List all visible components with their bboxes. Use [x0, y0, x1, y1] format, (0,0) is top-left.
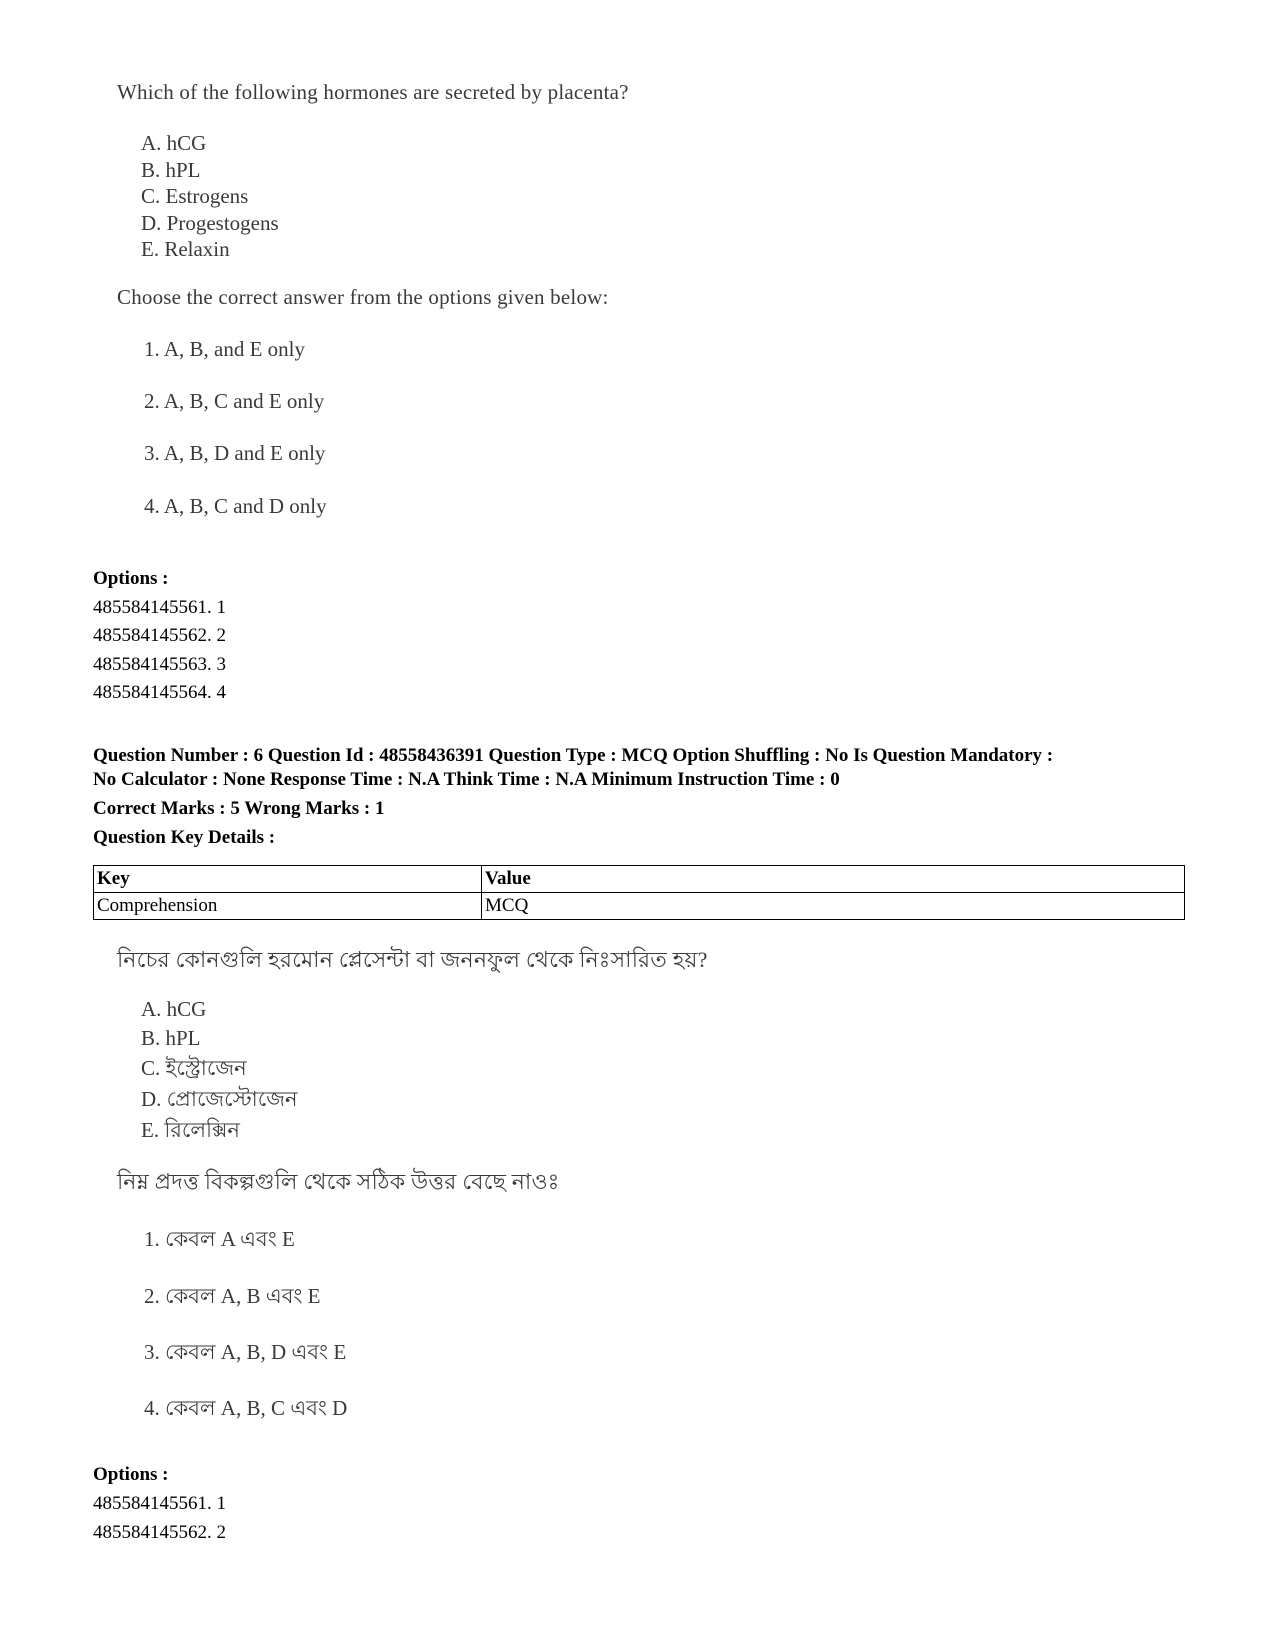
answer-choice: 4. A, B, C and D only — [144, 494, 327, 518]
table-header-row — [94, 866, 1185, 893]
question-6-image — [117, 943, 917, 1420]
statement-item: A. hCG — [141, 131, 207, 155]
table-cell-value: MCQ — [482, 893, 1185, 920]
table-row — [94, 893, 1185, 920]
key-details-heading: Question Key Details : — [93, 827, 276, 848]
question-stem: নিচের কোনগুলি হরমোন প্লেসেন্টা বা জননফুল থেকে নিঃসারিত হয়? — [117, 947, 708, 972]
table-header-value: Value — [482, 866, 1185, 893]
answer-choice: 1. A, B, and E only — [144, 337, 305, 361]
statement-list — [141, 130, 279, 263]
question-header-line-1: Question Number : 6 Question Id : 48558436391 Question Type : MCQ Option Shuffling : No Is Question Mandatory : — [93, 745, 1054, 766]
answer-choice: 2. কেবল A, B এবং E — [144, 1284, 321, 1308]
statement-item: C. ইস্ট্রোজেন — [141, 1056, 247, 1080]
question-5-image — [117, 80, 917, 540]
option-item: 485584145562. 2 — [93, 625, 226, 646]
option-item: 485584145561. 1 — [93, 1493, 226, 1514]
statement-item: E. Relaxin — [141, 237, 230, 261]
key-details-table — [93, 865, 1185, 920]
option-item: 485584145561. 1 — [93, 597, 226, 618]
question-header-line-2: No Calculator : None Response Time : N.A Think Time : N.A Minimum Instruction Time : 0 — [93, 769, 840, 790]
answer-choice: 1. কেবল A এবং E — [144, 1227, 295, 1251]
statement-item: C. Estrogens — [141, 184, 249, 208]
statement-item: B. hPL — [141, 157, 201, 182]
statement-item: D. প্রোজেস্টোজেন — [141, 1087, 298, 1111]
table-header-key: Key — [94, 866, 482, 893]
table-cell-key: Comprehension — [94, 893, 482, 920]
options-heading: Options : — [93, 1464, 169, 1485]
statement-item: D. Progestogens — [141, 210, 279, 235]
options-heading: Options : — [93, 568, 169, 589]
statement-item: A. hCG — [141, 997, 207, 1021]
answer-choice: 4. কেবল A, B, C এবং D — [144, 1396, 348, 1420]
option-item: 485584145564. 4 — [93, 682, 226, 703]
option-item: 485584145562. 2 — [93, 1522, 226, 1543]
answer-choice: 3. কেবল A, B, D এবং E — [144, 1340, 347, 1364]
option-item: 485584145563. 3 — [93, 654, 226, 675]
question-stem: Which of the following hormones are secreted by placenta? — [117, 80, 629, 104]
choose-prompt: Choose the correct answer from the options given below: — [117, 285, 609, 309]
answer-choice: 2. A, B, C and E only — [144, 389, 325, 413]
choose-prompt: নিম্ন প্রদত্ত বিকল্পগুলি থেকে সঠিক উত্তর বেছে নাওঃ — [117, 1169, 560, 1194]
statement-item: E. রিলেক্সিন — [141, 1118, 240, 1142]
marks-line: Correct Marks : 5 Wrong Marks : 1 — [93, 798, 385, 819]
answer-choice: 3. A, B, D and E only — [144, 441, 326, 465]
statement-list — [141, 995, 298, 1146]
statement-item: B. hPL — [141, 1026, 201, 1050]
